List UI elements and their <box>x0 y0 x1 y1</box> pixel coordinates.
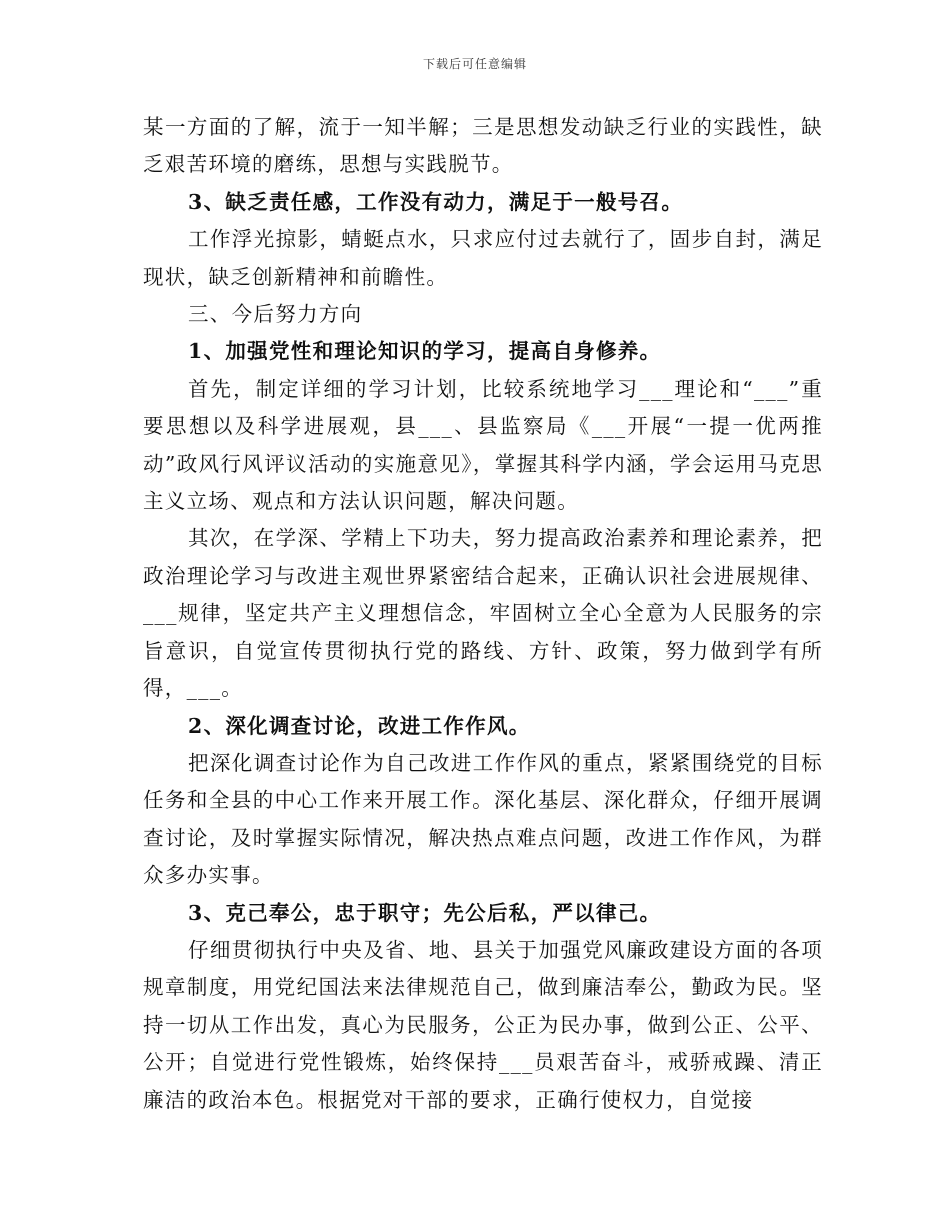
page-header: 下载后可任意编辑 <box>422 57 527 71</box>
subheading-lack-responsibility: 3、缺乏责任感，工作没有动力，满足于一般号召。 <box>188 189 684 214</box>
subheading-strengthen-study: 1、加强党性和理论知识的学习，提高自身修养。 <box>188 339 662 364</box>
section-heading-future-direction: 三、今后努力方向 <box>188 302 363 327</box>
subheading-deepen-investigation: 2、深化调查讨论，改进工作作风。 <box>188 713 531 738</box>
document-body <box>143 109 823 1119</box>
paragraph-investigation: 把深化调查讨论作为自己改进工作作风的重点，紧紧围绕党的目标任务和全县的中心工作来开展工作。深化基层、深化群众，仔细开展调查讨论，及时掌握实际情况，解决热点难点问题，改进工作作风，为群众多办实事。 <box>143 750 823 888</box>
paragraph-second-deep-study: 其次，在学深、学精上下功夫，努力提高政治素养和理论素养，把政治理论学习与改进主观世界紧密结合起来，正确认识社会进展规律、___规律，坚定共产主义理想信念，牢固树立全心全意为人民服务的宗旨意识，自觉宣传贯彻执行党的路线、方针、政策，努力做到学有所得，___。 <box>143 526 823 701</box>
paragraph-continuation: 某一方面的了解，流于一知半解；三是思想发动缺乏行业的实践性，缺乏艰苦环境的磨练，思想与实践脱节。 <box>143 115 823 177</box>
paragraph-first-study-plan: 首先，制定详细的学习计划，比较系统地学习___理论和“___”重要思想以及科学进展观，县___、县监察局《___开展“一提一优两推动”政风行风评议活动的实施意见》，掌握其科学内涵，学会运用马克思主义立场、观点和方法认识问题，解决问题。 <box>143 376 823 514</box>
paragraph-integrity: 仔细贯彻执行中央及省、地、县关于加强党风廉政建设方面的各项规章制度，用党纪国法来法律规范自己，做到廉洁奉公，勤政为民。坚持一切从工作出发，真心为民服务，公正为民办事，做到公正、公平、公开；自觉进行党性锻炼，始终保持___员艰苦奋斗，戒骄戒躁、清正廉洁的政治本色。根据党对干部的要求，正确行使权力，自觉接 <box>143 937 823 1112</box>
paragraph-work-style: 工作浮光掠影，蜻蜓点水，只求应付过去就行了，固步自封，满足现状，缺乏创新精神和前瞻性。 <box>143 227 823 289</box>
subheading-dedication: 3、克己奉公，忠于职守；先公后私，严以律己。 <box>188 900 662 925</box>
